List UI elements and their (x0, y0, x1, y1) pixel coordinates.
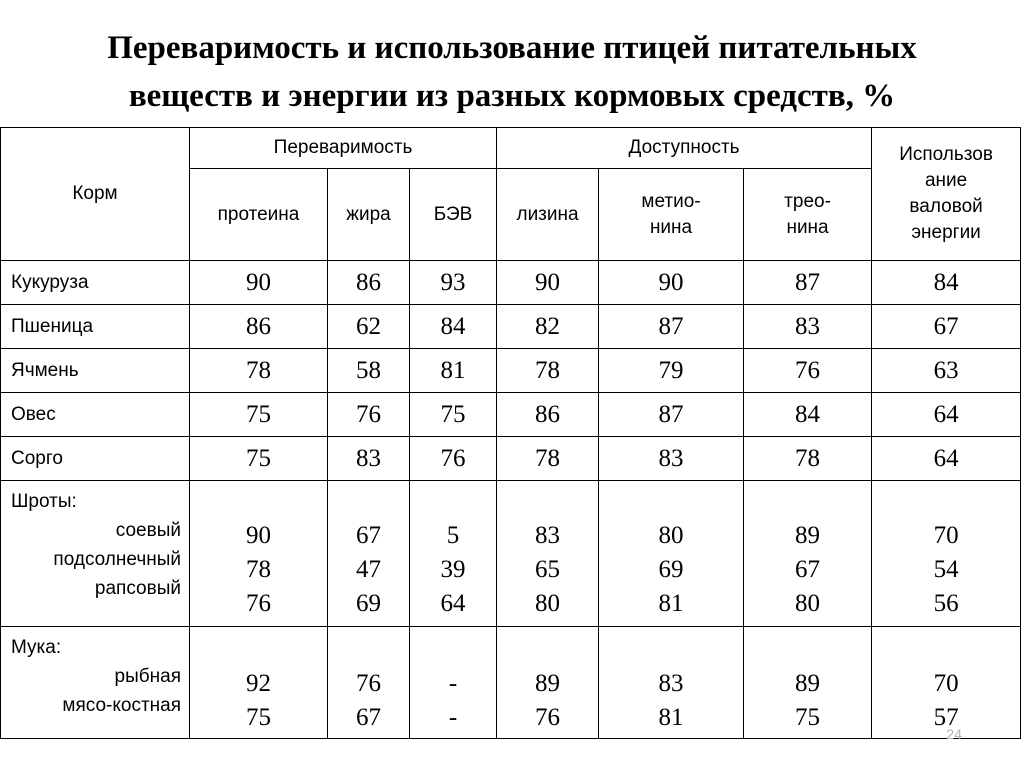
cell-value: 86 (497, 393, 599, 437)
cell-value: 82 (497, 305, 599, 349)
cell-value: 70 (933, 670, 959, 697)
table-row-flour (1, 627, 1021, 739)
cell-value: 87 (599, 393, 744, 437)
cell-value: 84 (872, 261, 1021, 305)
cell-value: 75 (795, 704, 821, 731)
cell-value: 56 (933, 590, 959, 617)
header-energy-use-line-1: Использов (899, 144, 993, 165)
row-label: Сорго (1, 437, 190, 481)
cell-value: 47 (356, 556, 381, 583)
cell-values (872, 627, 1021, 739)
cell-value: 84 (744, 393, 872, 437)
row-label: Пшеница (1, 305, 190, 349)
cell-value: 81 (658, 704, 684, 731)
cell-value: 75 (190, 393, 328, 437)
cell-values (744, 481, 872, 627)
cell-value: 83 (658, 670, 684, 697)
cell-value: 78 (190, 349, 328, 393)
group-item: рыбная (114, 666, 181, 687)
header-availability: Доступность (497, 128, 872, 169)
table-row (1, 349, 1021, 393)
header-methionine-line-1: метио- (641, 190, 701, 212)
cell-value: 83 (599, 437, 744, 481)
cell-value: 90 (497, 261, 599, 305)
cell-values (497, 627, 599, 739)
table-row (1, 437, 1021, 481)
cell-value: 64 (872, 393, 1021, 437)
cell-value: 63 (872, 349, 1021, 393)
table-row (1, 261, 1021, 305)
cell-value: 75 (410, 393, 497, 437)
cell-values (328, 627, 410, 739)
cell-value: 70 (933, 522, 959, 549)
cell-value: 81 (410, 349, 497, 393)
cell-value: 79 (599, 349, 744, 393)
row-label: Ячмень (1, 349, 190, 393)
cell-values (190, 481, 328, 627)
digestibility-table (0, 127, 1021, 739)
cell-value: 76 (328, 393, 410, 437)
cell-value: 90 (246, 522, 271, 549)
cell-value: 67 (356, 704, 381, 731)
group-label-meals (1, 481, 190, 627)
title-line-1: Переваримость и использование птицей питательных (107, 30, 917, 66)
cell-value: 67 (872, 305, 1021, 349)
header-methionine (599, 169, 744, 261)
cell-value: - (448, 704, 458, 731)
cell-value: 81 (658, 590, 684, 617)
cell-value: 64 (440, 590, 466, 617)
table-row (1, 393, 1021, 437)
cell-value: 69 (356, 590, 381, 617)
cell-value: 64 (872, 437, 1021, 481)
cell-value: 84 (410, 305, 497, 349)
cell-value: 69 (658, 556, 684, 583)
cell-value: 76 (246, 590, 271, 617)
cell-value: 75 (190, 437, 328, 481)
table-row-meals (1, 481, 1021, 627)
cell-value: 89 (535, 670, 561, 697)
cell-value: - (448, 670, 458, 697)
cell-value: 78 (497, 437, 599, 481)
group-item: подсолнечный (53, 549, 181, 570)
header-digestibility: Переваримость (190, 128, 497, 169)
header-threonine-line-1: трео- (784, 190, 831, 212)
header-bev: БЭВ (410, 169, 497, 261)
cell-value: 57 (933, 704, 959, 731)
cell-value: 93 (410, 261, 497, 305)
page-title (0, 24, 1024, 120)
cell-value: 39 (440, 556, 466, 583)
cell-value: 80 (795, 590, 821, 617)
row-label: Овес (1, 393, 190, 437)
cell-value: 87 (744, 261, 872, 305)
header-energy-use-line-4: энергии (911, 222, 981, 243)
cell-values (497, 481, 599, 627)
group-item: соевый (115, 520, 181, 541)
cell-value: 78 (497, 349, 599, 393)
cell-value: 5 (446, 522, 460, 549)
cell-value: 78 (744, 437, 872, 481)
header-fat: жира (328, 169, 410, 261)
cell-value: 76 (535, 704, 561, 731)
header-threonine (744, 169, 872, 261)
cell-value: 90 (190, 261, 328, 305)
cell-values (599, 481, 744, 627)
group-label-flour (1, 627, 190, 739)
group-item: рапсовый (94, 578, 181, 599)
row-label: Кукуруза (1, 261, 190, 305)
cell-value: 89 (795, 522, 821, 549)
cell-values (872, 481, 1021, 627)
cell-value: 86 (190, 305, 328, 349)
cell-values (328, 481, 410, 627)
cell-value: 87 (599, 305, 744, 349)
group-title: Шроты: (11, 491, 77, 512)
cell-value: 90 (599, 261, 744, 305)
cell-value: 76 (356, 670, 381, 697)
group-title: Мука: (11, 637, 62, 658)
cell-values (190, 627, 328, 739)
title-line-2: веществ и энергии из разных кормовых средств, % (128, 78, 896, 114)
header-energy-use-line-3: валовой (909, 196, 983, 217)
table-row (1, 305, 1021, 349)
cell-value: 86 (328, 261, 410, 305)
cell-value: 83 (535, 522, 561, 549)
page-number: 24 (946, 726, 962, 742)
header-energy-use (872, 128, 1021, 261)
cell-value: 76 (744, 349, 872, 393)
cell-value: 67 (795, 556, 821, 583)
cell-values (410, 627, 497, 739)
cell-value: 89 (795, 670, 821, 697)
cell-values (599, 627, 744, 739)
header-energy-use-line-2: ание (924, 170, 968, 191)
cell-values (410, 481, 497, 627)
cell-values (744, 627, 872, 739)
header-protein: протеина (190, 169, 328, 261)
cell-value: 75 (246, 704, 271, 731)
cell-value: 67 (356, 522, 381, 549)
cell-value: 80 (535, 590, 561, 617)
cell-value: 83 (328, 437, 410, 481)
cell-value: 62 (328, 305, 410, 349)
cell-value: 80 (658, 522, 684, 549)
header-threonine-line-2: нина (786, 216, 829, 238)
cell-value: 92 (246, 670, 271, 697)
header-lysine: лизина (497, 169, 599, 261)
cell-value: 78 (246, 556, 271, 583)
cell-value: 83 (744, 305, 872, 349)
cell-value: 65 (535, 556, 561, 583)
group-item: мясо-костная (62, 695, 181, 716)
header-feed: Корм (1, 128, 190, 261)
cell-value: 76 (410, 437, 497, 481)
cell-value: 54 (933, 556, 959, 583)
cell-value: 58 (328, 349, 410, 393)
header-methionine-line-2: нина (649, 216, 693, 238)
